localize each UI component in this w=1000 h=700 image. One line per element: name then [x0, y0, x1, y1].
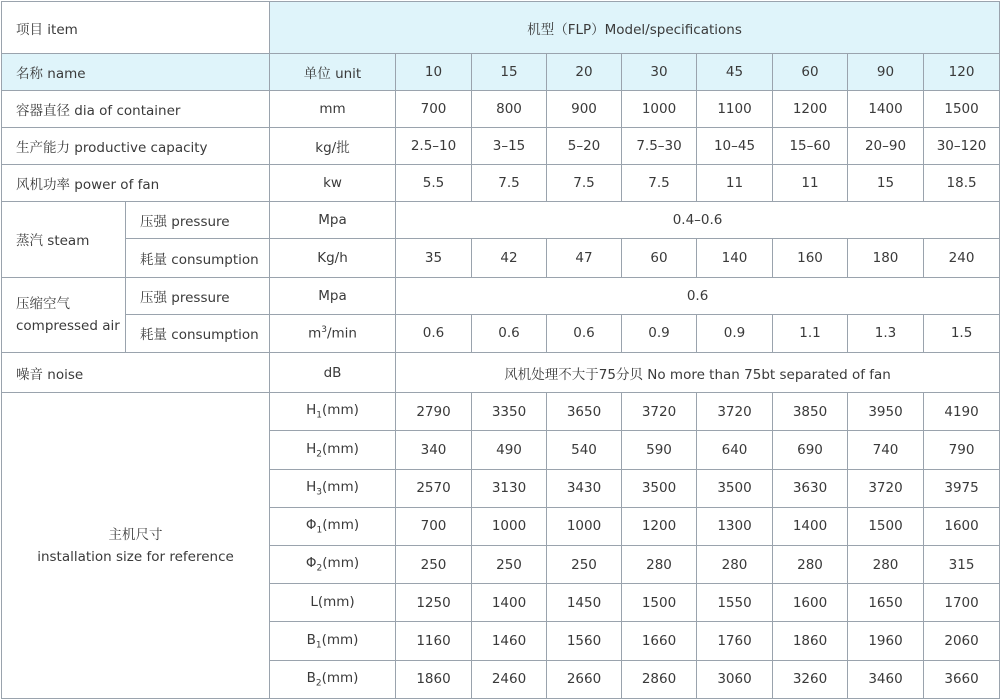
unit-cell: dB: [270, 352, 396, 392]
value-cell: 590: [622, 431, 697, 469]
row-label: 噪音 noise: [2, 352, 270, 392]
unit-base: Φ: [305, 517, 317, 534]
unit-sub: 1: [315, 640, 322, 651]
value-cell: 340: [396, 431, 472, 469]
value-cell: 0.6: [396, 314, 472, 352]
model-cell: 90: [848, 54, 924, 90]
value-cell: 2570: [396, 469, 472, 507]
unit-sub: 1: [316, 525, 323, 536]
steam-consumption-row: [2, 239, 1000, 277]
fan-row: [2, 164, 1000, 201]
header-row: [2, 2, 1000, 54]
value-cell: 240: [924, 239, 1000, 277]
value-cell: 3975: [924, 469, 1000, 507]
unit-tail: (mm): [317, 593, 355, 610]
band-row: [2, 54, 1000, 90]
value-cell: 3720: [697, 393, 773, 431]
unit-tail: /min: [326, 325, 357, 342]
value-cell: 250: [396, 546, 472, 584]
unit-cell: [270, 546, 396, 584]
value-cell: 1700: [924, 584, 1000, 622]
value-cell: 3130: [472, 469, 547, 507]
unit-sub: 2: [316, 564, 323, 574]
row-label: 生产能力 productive capacity: [2, 127, 270, 164]
unit-sub: 1: [316, 411, 323, 422]
value-cell: 250: [547, 546, 622, 584]
value-cell: 790: [924, 431, 1000, 469]
unit-cell: [270, 393, 396, 431]
value-cell: 20–90: [848, 127, 924, 164]
air-pressure-row: [2, 277, 1000, 314]
value-cell: 1560: [547, 622, 622, 660]
unit-tail: (mm): [322, 478, 359, 495]
value-cell: 1100: [697, 90, 773, 127]
span-value: 0.4–0.6: [396, 202, 1000, 239]
value-cell: 640: [697, 431, 773, 469]
value-cell: 1500: [924, 90, 1000, 127]
unit-cell: [270, 507, 396, 545]
value-cell: 3350: [472, 393, 547, 431]
dia-row: [2, 90, 1000, 127]
value-cell: 140: [697, 239, 773, 277]
value-cell: 1300: [697, 507, 773, 545]
value-cell: 0.6: [472, 314, 547, 352]
value-cell: 900: [547, 90, 622, 127]
value-cell: 0.6: [547, 314, 622, 352]
unit-cell: Kg/h: [270, 239, 396, 277]
value-cell: 1500: [848, 507, 924, 545]
model-cell: 30: [622, 54, 697, 90]
value-cell: 1400: [472, 584, 547, 622]
value-cell: 11: [697, 164, 773, 201]
unit-base: H: [306, 478, 317, 495]
unit-cell: [270, 469, 396, 507]
value-cell: 2.5–10: [396, 127, 472, 164]
value-cell: 1400: [848, 90, 924, 127]
value-cell: 2790: [396, 393, 472, 431]
value-cell: 700: [396, 507, 472, 545]
row-label: 风机功率 power of fan: [2, 164, 270, 201]
value-cell: 7.5–30: [622, 127, 697, 164]
install-label-en: installation size for reference: [37, 548, 234, 565]
unit-base: H: [306, 440, 317, 457]
value-cell: 1960: [848, 622, 924, 660]
value-cell: 3460: [848, 660, 924, 698]
value-cell: 1550: [697, 584, 773, 622]
unit-tail: (mm): [321, 631, 359, 648]
item-header: 项目 item: [2, 2, 270, 54]
install-label: [2, 393, 270, 699]
unit-tail: (mm): [322, 517, 360, 534]
value-cell: 490: [472, 431, 547, 469]
noise-row: [2, 352, 1000, 392]
value-cell: 42: [472, 239, 547, 277]
unit-base: Φ: [305, 555, 317, 572]
value-cell: 1860: [396, 660, 472, 698]
value-cell: 3060: [697, 660, 773, 698]
value-cell: 3630: [773, 469, 848, 507]
unit-cell: kw: [270, 164, 396, 201]
value-cell: 1200: [622, 507, 697, 545]
unit-tail: (mm): [321, 670, 359, 686]
install-label-cn: 主机尺寸: [108, 526, 163, 543]
unit-header: 单位 unit: [270, 54, 396, 90]
unit-sub: 3: [316, 487, 323, 498]
value-cell: 1450: [547, 584, 622, 622]
value-cell: 180: [848, 239, 924, 277]
air-group-label: [2, 277, 126, 352]
value-cell: 30–120: [924, 127, 1000, 164]
model-cell: 120: [924, 54, 1000, 90]
value-cell: 4190: [924, 393, 1000, 431]
unit-sup: 3: [321, 325, 327, 336]
unit-base: m: [308, 325, 322, 342]
value-cell: 15–60: [773, 127, 848, 164]
value-cell: 7.5: [472, 164, 547, 201]
sub-label: 耗量 consumption: [126, 314, 270, 352]
value-cell: 1000: [472, 507, 547, 545]
value-cell: 1.3: [848, 314, 924, 352]
model-cell: 45: [697, 54, 773, 90]
value-cell: 700: [396, 90, 472, 127]
value-cell: 0.9: [697, 314, 773, 352]
value-cell: 1660: [622, 622, 697, 660]
name-header: 名称 name: [2, 54, 270, 90]
value-cell: 18.5: [924, 164, 1000, 201]
value-cell: 1650: [848, 584, 924, 622]
unit-cell: [270, 660, 396, 698]
value-cell: 35: [396, 239, 472, 277]
value-cell: 3500: [622, 469, 697, 507]
value-cell: 3650: [547, 393, 622, 431]
value-cell: 3720: [848, 469, 924, 507]
value-cell: 690: [773, 431, 848, 469]
unit-cell: Mpa: [270, 277, 396, 314]
value-cell: 1000: [622, 90, 697, 127]
unit-cell: [270, 584, 396, 622]
value-cell: 160: [773, 239, 848, 277]
value-cell: 1250: [396, 584, 472, 622]
span-value: 风机处理不大于75分贝 No more than 75bt separated of fan: [396, 352, 1000, 392]
unit-base: L: [310, 593, 318, 610]
value-cell: 1860: [773, 622, 848, 660]
unit-cell: [270, 314, 396, 352]
model-cell: 20: [547, 54, 622, 90]
unit-sub: 2: [315, 678, 322, 689]
value-cell: 1600: [773, 584, 848, 622]
value-cell: 3430: [547, 469, 622, 507]
value-cell: 15: [848, 164, 924, 201]
value-cell: 280: [697, 546, 773, 584]
unit-sub: 2: [316, 449, 323, 460]
unit-cell: [270, 431, 396, 469]
value-cell: 2860: [622, 660, 697, 698]
value-cell: 3260: [773, 660, 848, 698]
model-cell: 15: [472, 54, 547, 90]
value-cell: 7.5: [547, 164, 622, 201]
value-cell: 47: [547, 239, 622, 277]
sub-label: 压强 pressure: [126, 202, 270, 239]
model-title: 机型（FLP）Model/specifications: [270, 2, 1000, 54]
row-label: 容器直径 dia of container: [2, 90, 270, 127]
spec-table: [1, 1, 1000, 699]
air-consumption-row: [2, 314, 1000, 352]
value-cell: 280: [848, 546, 924, 584]
unit-tail: (mm): [322, 440, 359, 457]
unit-base: B: [306, 631, 316, 648]
value-cell: 1500: [622, 584, 697, 622]
value-cell: 5–20: [547, 127, 622, 164]
value-cell: 1760: [697, 622, 773, 660]
value-cell: 3720: [622, 393, 697, 431]
unit-tail: (mm): [322, 555, 360, 572]
value-cell: 5.5: [396, 164, 472, 201]
value-cell: 250: [472, 546, 547, 584]
value-cell: 0.9: [622, 314, 697, 352]
value-cell: 1600: [924, 507, 1000, 545]
value-cell: 11: [773, 164, 848, 201]
value-cell: 1460: [472, 622, 547, 660]
unit-base: H: [306, 402, 317, 419]
value-cell: 2060: [924, 622, 1000, 660]
model-cell: 10: [396, 54, 472, 90]
unit-cell: Mpa: [270, 202, 396, 239]
value-cell: 1000: [547, 507, 622, 545]
sub-label: 压强 pressure: [126, 277, 270, 314]
value-cell: 3500: [697, 469, 773, 507]
unit-cell: kg/批: [270, 127, 396, 164]
steam-pressure-row: [2, 202, 1000, 239]
value-cell: 60: [622, 239, 697, 277]
value-cell: 3850: [773, 393, 848, 431]
value-cell: 1.5: [924, 314, 1000, 352]
value-cell: 2460: [472, 660, 547, 698]
air-label-en: compressed air: [16, 317, 120, 334]
value-cell: 3–15: [472, 127, 547, 164]
value-cell: 3950: [848, 393, 924, 431]
value-cell: 10–45: [697, 127, 773, 164]
sub-label: 耗量 consumption: [126, 239, 270, 277]
value-cell: 2660: [547, 660, 622, 698]
value-cell: 315: [924, 546, 1000, 584]
install-row: [2, 393, 1000, 431]
unit-cell: [270, 622, 396, 660]
value-cell: 740: [848, 431, 924, 469]
value-cell: 7.5: [622, 164, 697, 201]
unit-base: B: [306, 670, 316, 686]
value-cell: 800: [472, 90, 547, 127]
value-cell: 1.1: [773, 314, 848, 352]
span-value: 0.6: [396, 277, 1000, 314]
value-cell: 280: [773, 546, 848, 584]
value-cell: 1160: [396, 622, 472, 660]
air-label-cn: 压缩空气: [16, 295, 70, 312]
value-cell: 1200: [773, 90, 848, 127]
value-cell: 3660: [924, 660, 1000, 698]
steam-group-label: 蒸汽 steam: [2, 202, 126, 277]
value-cell: 280: [622, 546, 697, 584]
capacity-row: [2, 127, 1000, 164]
value-cell: 540: [547, 431, 622, 469]
model-cell: 60: [773, 54, 848, 90]
unit-tail: (mm): [322, 402, 359, 419]
unit-cell: mm: [270, 90, 396, 127]
value-cell: 1400: [773, 507, 848, 545]
